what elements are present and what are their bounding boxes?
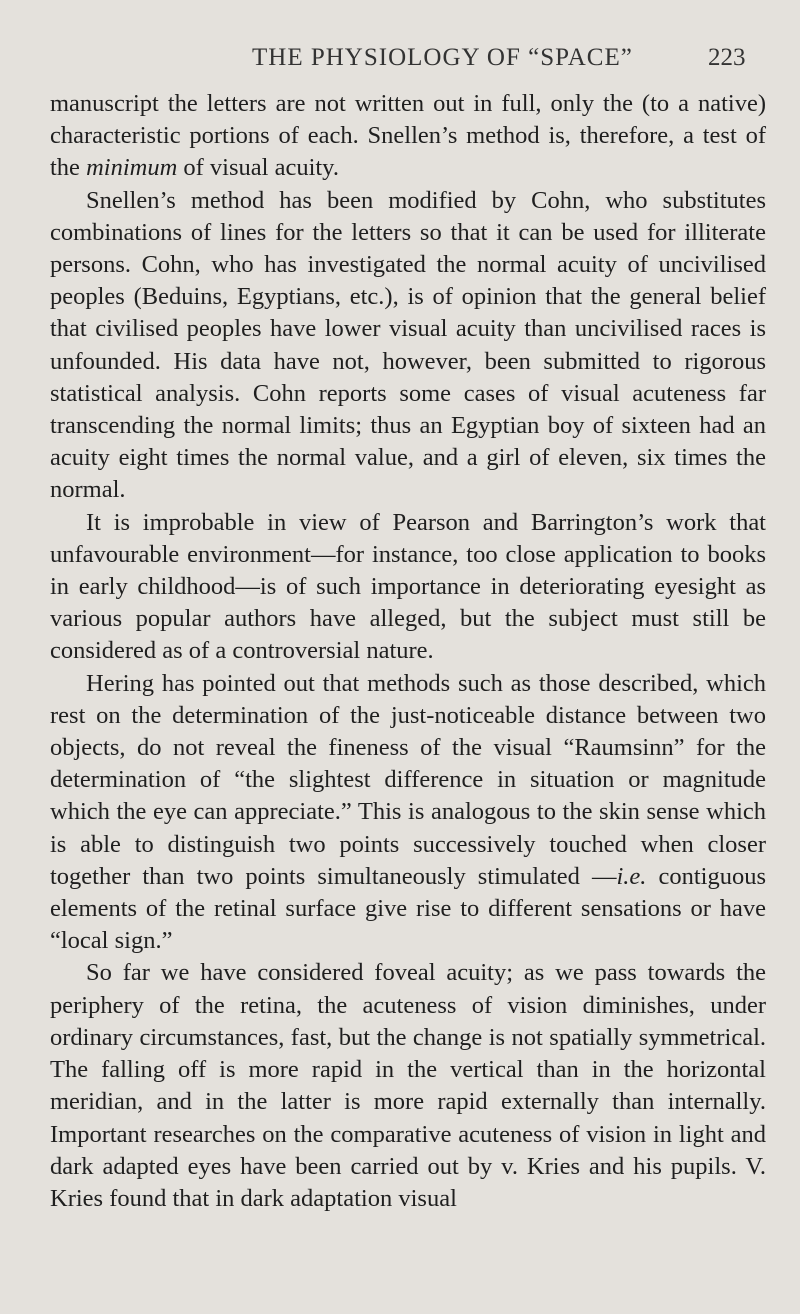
paragraph-text: manuscript the letters are not written out in full, only the (to a native) characteristic portions of each. Snellen’s method is, therefore, a test of the — [50, 90, 766, 182]
paragraph: So far we have considered foveal acuity; as we pass towards the periphery of the retina, the acuteness of vision diminishes, under ordinary circumstances, fast, but the change is not spatially symmetrical. The falling off is more rapid in the vertical than in the horizontal meridian, and in the latter is more rapid externally than internally. Important researches on the comparative acuteness of vision in light and dark adapted eyes have been carried out by v. Kries and his pupils. V. Kries found that in dark adaptation visual — [50, 959, 766, 1212]
running-head: THE PHYSIOLOGY OF “SPACE” — [252, 44, 633, 71]
paragraph: It is improbable in view of Pearson and Barrington’s work that unfavourable environment—for instance, too close application to books in early childhood—is of such importance in deteriorating eyesight as various popular authors have alleged, but the subject must still be considered as of a controversial nature. — [50, 508, 766, 665]
paragraph-continued — [50, 88, 766, 185]
emphasis-text: minimum — [86, 154, 178, 182]
paragraph-text: Hering has pointed out that methods such as those described, which rest on the determination of the just-noticeable distance between two objects, do not reveal the fineness of the visual “Raumsinn” for the determination of “the slightest difference in situation or magnitude which the eye can appreciate.” This is analogous to the skin sense which is able to distinguish two points successively touched when closer together than two points simultaneously stimulated — — [50, 669, 766, 890]
paragraph — [50, 668, 766, 958]
paragraph-text: of visual acuity. — [177, 154, 339, 182]
emphasis-text: i.e. — [616, 862, 647, 890]
page-number: 223 — [708, 44, 746, 71]
paragraph: Snellen’s method has been modified by Cohn, who substitutes combinations of lines for the letters so that it can be used for illiterate persons. Cohn, who has investigated the normal acuity of uncivilised peoples (Beduins, Egyptians, etc.), is of opinion that the general belief that civilised peoples have lower visual acuity than uncivilised races is unfounded. His data have not, however, been submitted to rigorous statistical analysis. Cohn reports some cases of visual acuteness far transcending the normal limits; thus an Egyptian boy of sixteen had an acuity eight times the normal value, and a girl of eleven, six times the normal. — [50, 186, 766, 504]
body-text — [50, 88, 766, 1215]
paragraph-text: contiguous elements of the retinal surface give rise to different sensations or have “local sign.” — [50, 862, 766, 955]
